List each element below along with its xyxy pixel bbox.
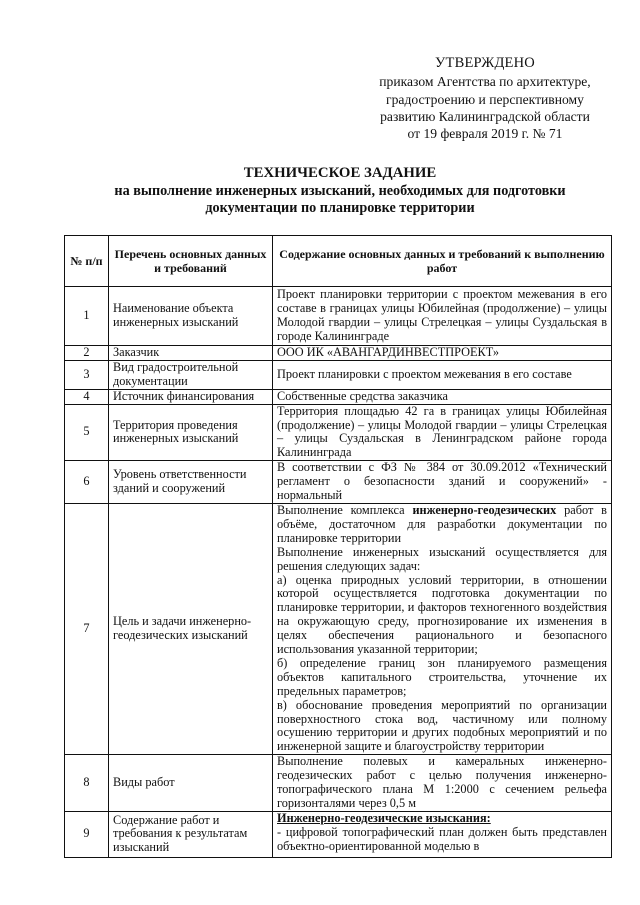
content-heading: Инженерно-геодезические изыскания: [277, 810, 491, 825]
content-paragraph [277, 504, 607, 546]
row-content: Проект планировки с проектом межевания в его составе [273, 360, 612, 389]
approval-line: приказом Агентства по архитектуре, [379, 74, 591, 90]
row-num: 9 [65, 811, 109, 857]
row-name: Территория проведения инженерных изысканий [109, 404, 273, 461]
row-num: 7 [65, 503, 109, 754]
content-paragraph: а) оценка природных условий территории, в отношении которой осуществляется подготовка документации по планировке территории, и факторов техногенного воздействия на окружающую среду, прогнозирование их изменения в целях обеспечения рационального и безопасного использования указанной территории; [277, 572, 607, 657]
content-emphasis: инженерно-геодезических [412, 502, 557, 517]
approval-line: от 19 февраля 2019 г. № 71 [407, 126, 563, 142]
row-num: 8 [65, 755, 109, 812]
row-content [273, 503, 612, 754]
table-row [65, 461, 612, 504]
row-content: Территория площадью 42 га в границах улицы Юбилейная (продолжение) – улицы Молодой гвардии – улицы Стрелецкая – улицы Суздальская в Ленинградском районе города Калининграда [273, 404, 612, 461]
title-main: ТЕХНИЧЕСКОЕ ЗАДАНИЕ [243, 165, 437, 181]
content-text: - цифровой топографический план должен быть представлен объектно-ориентированной моделью в [277, 825, 607, 853]
table-row [65, 360, 612, 389]
row-content: Выполнение полевых и камеральных инженерно-геодезических работ с целью получения инженерно-топографического плана М 1:2000 с сечением рельефа горизонталями через 0,5 м [273, 755, 612, 812]
row-name: Источник финансирования [109, 389, 273, 404]
row-name: Виды работ [109, 755, 273, 812]
row-content: ООО ИК «АВАНГАРДИНВЕСТПРОЕКТ» [273, 346, 612, 361]
title-subline: на выполнение инженерных изысканий, необходимых для подготовки [114, 182, 566, 199]
row-name: Цель и задачи инженерно-геодезических изысканий [109, 503, 273, 754]
approval-line: градостроению и перспективному [386, 91, 584, 107]
content-paragraph: в) обоснование проведения мероприятий по организации поверхностного стока вод, частичному или полному осушению территории и других подобных мероприятий и по инженерной защите и благоустройству территории [277, 697, 607, 754]
row-num: 2 [65, 346, 109, 361]
table-header-row [65, 236, 612, 287]
row-content: В соответствии с ФЗ № 384 от 30.09.2012 «Технический регламент о безопасности зданий и сооружений» - нормальный [273, 461, 612, 504]
row-num: 5 [65, 404, 109, 461]
row-name: Заказчик [109, 346, 273, 361]
row-num: 4 [65, 389, 109, 404]
content-text: работ в объёме, достаточном для разработки документации по планировке территории [277, 502, 607, 545]
requirements-table [64, 235, 612, 858]
table-row [65, 811, 612, 857]
header-num: № п/п [65, 236, 109, 287]
table-row [65, 404, 612, 461]
row-num: 3 [65, 360, 109, 389]
row-num: 1 [65, 287, 109, 346]
header-name: Перечень основных данных и требований [109, 236, 273, 287]
approval-line: развитию Калининградской области [380, 108, 590, 124]
row-content: Проект планировки территории с проектом межевания в его составе в границах улицы Юбилейная (продолжение) – улицы Молодой гвардии – улицы Стрелецкая – улицы Суздальская в городе Калининграде [273, 287, 612, 346]
table-row [65, 346, 612, 361]
document-title [70, 165, 610, 218]
row-name: Содержание работ и требования к результатам изысканий [109, 811, 273, 857]
content-paragraph: Выполнение инженерных изысканий осуществляется для решения следующих задач: [277, 544, 607, 573]
table-row [65, 287, 612, 346]
row-content [273, 811, 612, 857]
content-text: Выполнение комплекса [277, 502, 413, 517]
table-row [65, 389, 612, 404]
header-content: Содержание основных данных и требований к выполнению работ [273, 236, 612, 287]
approval-stamp [360, 55, 610, 142]
table-row [65, 755, 612, 812]
row-name: Наименование объекта инженерных изысканий [109, 287, 273, 346]
content-paragraph: б) определение границ зон планируемого размещения объектов капитального строительства, уточнение их предельных параметров; [277, 655, 607, 698]
row-num: 6 [65, 461, 109, 504]
row-name: Вид градостроительной документации [109, 360, 273, 389]
row-name: Уровень ответственности зданий и сооружений [109, 461, 273, 504]
title-subline: документации по планировке территории [205, 200, 475, 216]
approval-heading: УТВЕРЖДЕНО [435, 55, 535, 71]
table-row [65, 503, 612, 754]
row-content: Собственные средства заказчика [273, 389, 612, 404]
